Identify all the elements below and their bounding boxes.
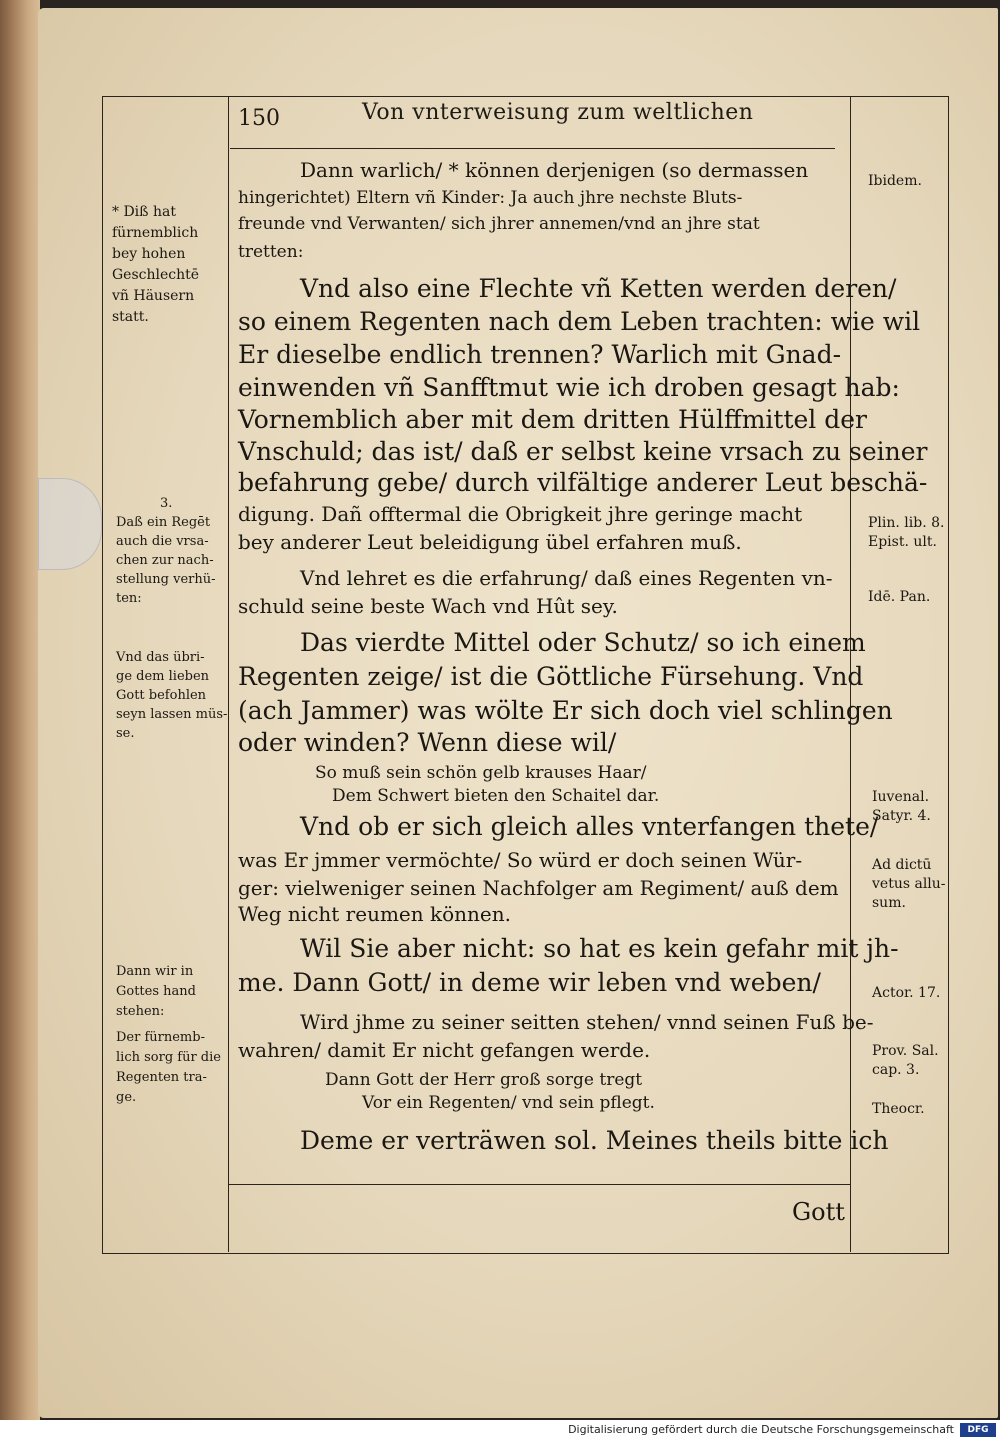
note-line: Theocr.: [872, 1101, 925, 1117]
note-line: Ad dictū: [872, 857, 932, 873]
text-line: bey anderer Leut beleidigung übel erfahren muß.: [238, 530, 742, 554]
catchword: Gott: [792, 1198, 845, 1226]
note-line: Der fürnemb-: [116, 1030, 205, 1045]
note-line: auch die vrsa-: [116, 534, 209, 549]
running-title: Von vnterweisung zum weltlichen: [362, 100, 754, 125]
margin-note-left: [116, 494, 216, 608]
text-line: Dann warlich/ * können derjenigen (so dermassen: [300, 158, 809, 182]
page-clip: [38, 478, 102, 570]
note-line: se.: [116, 726, 135, 741]
margin-note-right: [872, 788, 931, 826]
margin-note-right: [872, 984, 940, 1003]
text-line: einwenden vñ Sanfftmut wie ich droben gesagt hab:: [238, 373, 900, 402]
text-line: wahren/ damit Er nicht gefangen werde.: [238, 1038, 651, 1062]
text-line: hingerichtet) Eltern vñ Kinder: Ja auch jhre nechste Bluts-: [238, 188, 743, 208]
verse-line: Vor ein Regenten/ vnd sein pflegt.: [362, 1093, 655, 1113]
margin-note-right: [872, 1100, 925, 1119]
text-line: Das vierdte Mittel oder Schutz/ so ich einem: [300, 628, 866, 657]
text-line: (ach Jammer) was wölte Er sich doch viel schlingen: [238, 696, 893, 725]
text-line: ger: vielweniger seinen Nachfolger am Regiment/ auß dem: [238, 876, 839, 900]
note-line: Ibidem.: [868, 173, 922, 189]
note-line: Actor. 17.: [872, 985, 941, 1001]
text-line: Deme er verträwen sol. Meines theils bitte ich: [300, 1126, 889, 1155]
text-line: tretten:: [238, 242, 304, 262]
text-line: Wil Sie aber nicht: so hat es kein gefahr mit jh-: [300, 934, 899, 963]
note-line: fürnemblich: [112, 225, 199, 241]
text-line: Vnd ob er sich gleich alles vnterfangen thete/: [300, 812, 879, 841]
note-line: Gottes hand: [116, 984, 196, 999]
text-line: Vnd lehret es die erfahrung/ daß eines Regenten vn-: [300, 566, 833, 590]
verse-line: Dann Gott der Herr groß sorge tregt: [325, 1070, 643, 1090]
note-line: Satyr. 4.: [872, 808, 931, 824]
note-line: Vnd das übri-: [116, 650, 205, 665]
note-line: bey hohen: [112, 246, 186, 262]
note-line: vñ Häusern: [112, 288, 195, 304]
note-line: ge dem lieben: [116, 669, 210, 684]
head-rule: [230, 148, 835, 149]
verse-line: Dem Schwert bieten den Schaitel dar.: [332, 786, 660, 806]
note-line: ten:: [116, 591, 142, 606]
note-line: Plin. lib. 8.: [868, 515, 945, 531]
digitization-footer: [0, 1420, 1000, 1441]
note-line: Regenten tra-: [116, 1070, 207, 1085]
text-line: me. Dann Gott/ in deme wir leben vnd weben/: [238, 968, 821, 997]
note-line: lich sorg für die: [116, 1050, 221, 1065]
margin-note-right: [868, 514, 944, 552]
text-line: Er dieselbe endlich trennen? Warlich mit Gnad-: [238, 340, 842, 369]
note-line: statt.: [112, 309, 149, 325]
text-line: was Er jmmer vermöchte/ So würd er doch seinen Wür-: [238, 848, 803, 872]
text-line: Wird jhme zu seiner seitten stehen/ vnnd seinen Fuß be-: [300, 1010, 874, 1034]
margin-note-left: [112, 202, 199, 328]
note-line: sum.: [872, 895, 906, 911]
margin-note-left: [116, 962, 196, 1022]
note-line: 3.: [160, 496, 173, 511]
note-line: Epist. ult.: [868, 534, 937, 550]
note-line: chen zur nach-: [116, 553, 214, 568]
note-line: ge.: [116, 1090, 137, 1105]
footer-credit: Digitalisierung gefördert durch die Deutsche Forschungsgemeinschaft: [568, 1423, 954, 1436]
text-line: schuld seine beste Wach vnd Hût sey.: [238, 594, 618, 618]
note-line: vetus allu-: [872, 876, 946, 892]
note-line: Prov. Sal.: [872, 1043, 939, 1059]
text-line: freunde vnd Verwanten/ sich jhrer annemen/vnd an jhre stat: [238, 214, 760, 234]
note-line: cap. 3.: [872, 1062, 920, 1078]
margin-note-left: [116, 648, 227, 743]
note-line: stehen:: [116, 1004, 165, 1019]
note-line: Idē. Pan.: [868, 589, 931, 605]
note-line: stellung verhü-: [116, 572, 216, 587]
note-line: Geschlechtē: [112, 267, 200, 283]
text-line: Weg nicht reumen können.: [238, 902, 511, 926]
note-line: Iuvenal.: [872, 789, 930, 805]
note-line: * Diß hat: [112, 204, 176, 220]
text-line: Vornemblich aber mit dem dritten Hülffmittel der: [238, 405, 867, 434]
margin-note-right: [872, 1042, 939, 1080]
margin-note-right: [868, 172, 922, 191]
left-margin-rule: [228, 96, 229, 1252]
text-line: befahrung gebe/ durch vilfältige anderer Leut beschä-: [238, 468, 928, 497]
margin-note-right: [872, 856, 946, 913]
text-line: so einem Regenten nach dem Leben trachten: wie wil: [238, 307, 921, 336]
note-line: Gott befohlen: [116, 688, 207, 703]
text-line: Regenten zeige/ ist die Göttliche Fürsehung. Vnd: [238, 662, 864, 691]
dfg-logo: DFG: [960, 1423, 996, 1437]
verse-line: So muß sein schön gelb krauses Haar/: [315, 763, 647, 783]
note-line: Dann wir in: [116, 964, 194, 979]
text-line: Vnd also eine Flechte vñ Ketten werden deren/: [300, 274, 897, 303]
text-line: oder winden? Wenn diese wil/: [238, 728, 617, 757]
note-line: Daß ein Regēt: [116, 515, 211, 530]
note-line: seyn lassen müs-: [116, 707, 228, 722]
margin-note-right: [868, 588, 930, 607]
text-line: digung. Dañ offtermal die Obrigkeit jhre geringe macht: [238, 502, 803, 526]
margin-note-left: [116, 1028, 221, 1108]
foot-rule: [228, 1184, 850, 1185]
page-number: 150: [238, 106, 280, 131]
running-head: [232, 100, 842, 136]
text-line: Vnschuld; das ist/ daß er selbst keine vrsach zu seiner: [238, 437, 928, 466]
book-edge: [0, 0, 40, 1420]
